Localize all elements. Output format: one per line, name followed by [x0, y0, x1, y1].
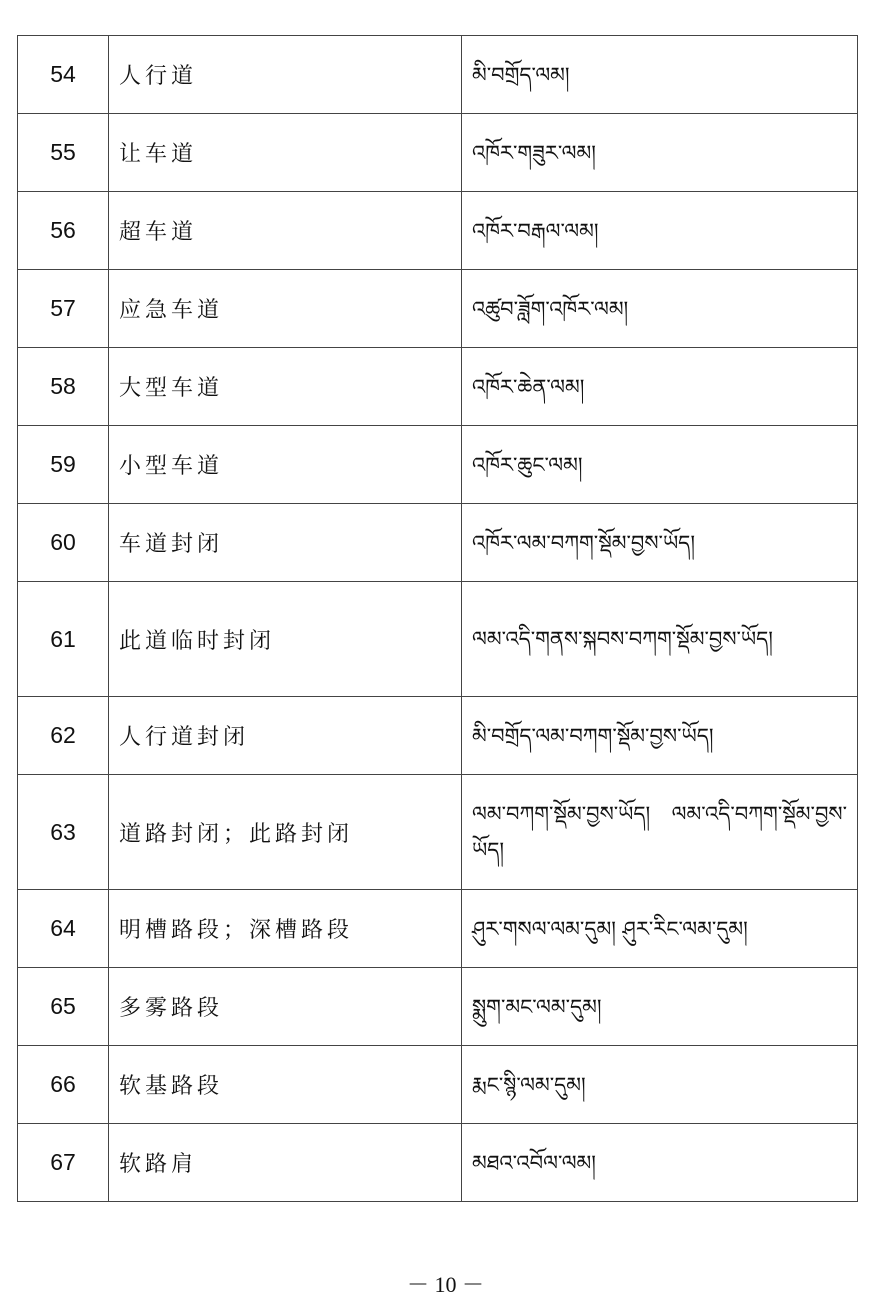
- row-number: 54: [18, 36, 109, 114]
- row-number: 63: [18, 775, 109, 890]
- table-row: [18, 114, 858, 192]
- row-number: 55: [18, 114, 109, 192]
- table-row: [18, 348, 858, 426]
- chinese-term: 此道临时封闭: [109, 582, 462, 697]
- chinese-term: 车道封闭: [109, 504, 462, 582]
- table-row: [18, 890, 858, 968]
- chinese-term: 软基路段: [109, 1046, 462, 1124]
- table-row: [18, 1046, 858, 1124]
- table-row: [18, 504, 858, 582]
- tibetan-term: རྨང་སྙི་ལམ་དུམ།: [462, 1046, 858, 1124]
- tibetan-term: ལམ་བཀག་སྡོམ་བྱས་ཡོད། ལམ་འདི་བཀག་སྡོམ་བྱས་ཡོད།: [462, 775, 858, 890]
- tibetan-term: འཚུབ་ཟློག་འཁོར་ལམ།: [462, 270, 858, 348]
- table-row: [18, 968, 858, 1046]
- tibetan-term: ཤུར་གསལ་ལམ་དུམ། ཤུར་རིང་ལམ་དུམ།: [462, 890, 858, 968]
- tibetan-term: འཁོར་གཟུར་ལམ།: [462, 114, 858, 192]
- chinese-term: 人行道: [109, 36, 462, 114]
- table-row: [18, 192, 858, 270]
- chinese-term: 明槽路段；深槽路段: [109, 890, 462, 968]
- chinese-term: 道路封闭；此路封闭: [109, 775, 462, 890]
- chinese-term: 超车道: [109, 192, 462, 270]
- table-row: [18, 775, 858, 890]
- table-row: [18, 1124, 858, 1202]
- table-row: [18, 697, 858, 775]
- row-number: 57: [18, 270, 109, 348]
- tibetan-term: འཁོར་ཆུང་ལམ།: [462, 426, 858, 504]
- row-number: 58: [18, 348, 109, 426]
- row-number: 56: [18, 192, 109, 270]
- chinese-term: 大型车道: [109, 348, 462, 426]
- chinese-term: 小型车道: [109, 426, 462, 504]
- table-row: [18, 36, 858, 114]
- row-number: 61: [18, 582, 109, 697]
- tibetan-term: མཐའ་འབོལ་ལམ།: [462, 1124, 858, 1202]
- page-number: － 10 －: [406, 1272, 484, 1297]
- row-number: 64: [18, 890, 109, 968]
- tibetan-term: འཁོར་ཆེན་ལམ།: [462, 348, 858, 426]
- row-number: 66: [18, 1046, 109, 1124]
- row-number: 59: [18, 426, 109, 504]
- chinese-term: 软路肩: [109, 1124, 462, 1202]
- row-number: 60: [18, 504, 109, 582]
- table-row: [18, 426, 858, 504]
- chinese-term: 应急车道: [109, 270, 462, 348]
- chinese-term: 让车道: [109, 114, 462, 192]
- term-table: [17, 35, 858, 1202]
- tibetan-term: སྨུག་མང་ལམ་དུམ།: [462, 968, 858, 1046]
- table-row: [18, 270, 858, 348]
- tibetan-term: མི་བགྲོད་ལམ།: [462, 36, 858, 114]
- row-number: 65: [18, 968, 109, 1046]
- table-row: [18, 582, 858, 697]
- chinese-term: 人行道封闭: [109, 697, 462, 775]
- tibetan-term: ལམ་འདི་གནས་སྐབས་བཀག་སྡོམ་བྱས་ཡོད།: [462, 582, 858, 697]
- row-number: 67: [18, 1124, 109, 1202]
- tibetan-term: མི་བགྲོད་ལམ་བཀག་སྡོམ་བྱས་ཡོད།: [462, 697, 858, 775]
- tibetan-term: འཁོར་བརྒལ་ལམ།: [462, 192, 858, 270]
- row-number: 62: [18, 697, 109, 775]
- tibetan-term: འཁོར་ལམ་བཀག་སྡོམ་བྱས་ཡོད།: [462, 504, 858, 582]
- chinese-term: 多雾路段: [109, 968, 462, 1046]
